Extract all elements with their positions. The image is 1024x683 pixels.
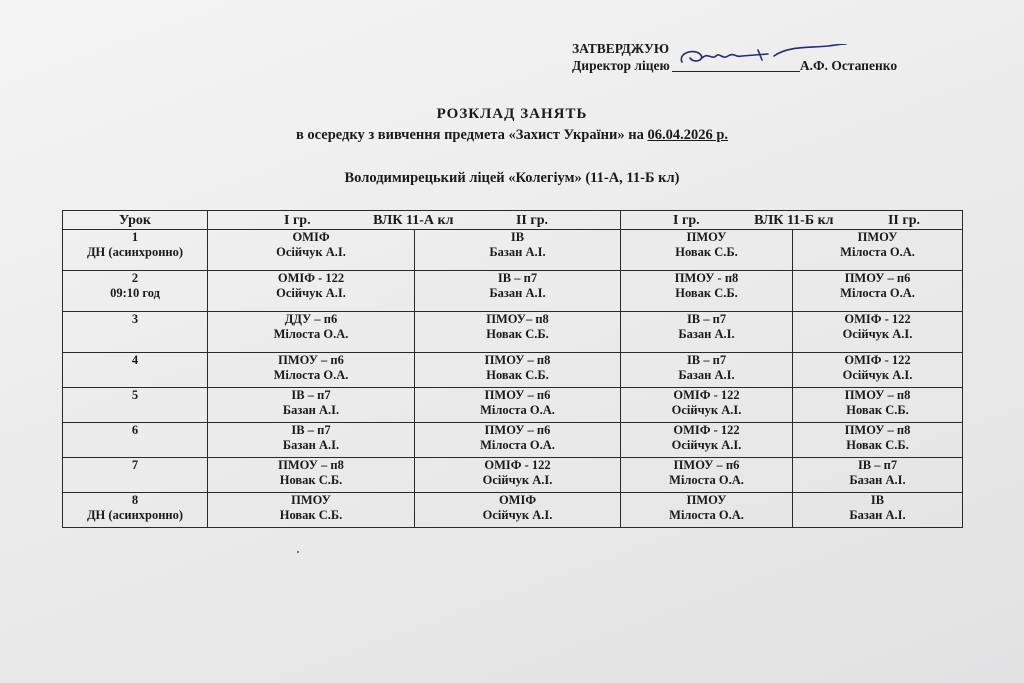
teacher: Базан А.І. bbox=[489, 286, 546, 300]
class-cell bbox=[793, 230, 963, 271]
teacher: Осійчук А.І. bbox=[671, 403, 742, 417]
subject: ІВ – п7 bbox=[291, 388, 331, 402]
class-cell bbox=[793, 271, 963, 312]
lesson-cell bbox=[63, 271, 208, 312]
teacher: Базан А.І. bbox=[849, 473, 906, 487]
teacher: Осійчук А.І. bbox=[842, 368, 913, 382]
lesson-number: 4 bbox=[131, 353, 139, 367]
subject: ПМОУ - п8 bbox=[674, 271, 739, 285]
teacher: Базан А.І. bbox=[678, 327, 735, 341]
teacher: Базан А.І. bbox=[489, 245, 546, 259]
lesson-cell bbox=[63, 388, 208, 423]
subject: ПМОУ – п6 bbox=[278, 353, 344, 367]
table-row bbox=[63, 230, 963, 271]
header-a-group1: І гр. bbox=[284, 212, 311, 228]
class-cell bbox=[208, 458, 415, 493]
class-cell bbox=[793, 353, 963, 388]
subject: ОМІФ - 122 bbox=[673, 423, 740, 437]
lesson-number: 6 bbox=[131, 423, 139, 437]
teacher: Новак С.Б. bbox=[675, 286, 738, 300]
class-cell bbox=[208, 388, 415, 423]
lesson-note: ДН (асинхронно) bbox=[86, 245, 184, 259]
class-cell bbox=[621, 423, 793, 458]
teacher: Осійчук А.І. bbox=[671, 438, 742, 452]
document-subtitle bbox=[0, 127, 1024, 144]
subject: ОМІФ - 122 bbox=[673, 388, 740, 402]
subject: ІВ – п7 bbox=[497, 271, 538, 285]
class-cell bbox=[793, 388, 963, 423]
class-cell bbox=[621, 458, 793, 493]
header-a-group2: ІІ гр. bbox=[515, 212, 549, 228]
lesson-number: 8 bbox=[131, 493, 139, 507]
header-a-class: ВЛК 11-А кл bbox=[373, 212, 454, 228]
subject: ПМОУ bbox=[857, 230, 898, 244]
teacher: Новак С.Б. bbox=[279, 473, 343, 487]
lesson-cell bbox=[63, 230, 208, 271]
lesson-cell bbox=[63, 458, 208, 493]
teacher: Мілоста О.А. bbox=[273, 327, 349, 341]
teacher: Мілоста О.А. bbox=[840, 286, 915, 300]
teacher: Новак С.Б. bbox=[486, 327, 549, 341]
class-cell bbox=[621, 493, 793, 528]
header-b-group2: ІІ гр. bbox=[887, 212, 921, 228]
teacher: Мілоста О.А. bbox=[480, 438, 555, 452]
table-row bbox=[63, 353, 963, 388]
class-cell bbox=[208, 271, 415, 312]
lesson-cell bbox=[63, 353, 208, 388]
class-cell bbox=[415, 493, 621, 528]
teacher: Базан А.І. bbox=[282, 403, 340, 417]
class-cell bbox=[621, 388, 793, 423]
subject: ОМІФ bbox=[498, 493, 537, 507]
class-cell bbox=[208, 353, 415, 388]
subject: ІВ – п7 bbox=[857, 458, 898, 472]
table-row bbox=[63, 423, 963, 458]
class-cell bbox=[621, 230, 793, 271]
teacher: Осійчук А.І. bbox=[276, 245, 346, 259]
approval-name: А.Ф. Остапенко bbox=[799, 58, 898, 73]
subject: ПМОУ – п8 bbox=[844, 423, 911, 437]
subject: ДДУ – п6 bbox=[284, 312, 338, 326]
table-header-row bbox=[63, 211, 963, 230]
teacher: Базан А.І. bbox=[282, 438, 340, 452]
teacher: Осійчук А.І. bbox=[482, 508, 553, 522]
lesson-number: 2 bbox=[131, 271, 139, 285]
class-cell bbox=[793, 493, 963, 528]
teacher: Новак С.Б. bbox=[279, 508, 343, 522]
approval-block bbox=[572, 40, 897, 74]
subject: ОМІФ - 122 bbox=[844, 312, 911, 326]
approval-position: Директор ліцею bbox=[572, 58, 670, 73]
schedule-table bbox=[62, 210, 963, 528]
subject: ІВ bbox=[870, 493, 885, 507]
lesson-cell bbox=[63, 423, 208, 458]
table-row bbox=[63, 312, 963, 353]
class-cell bbox=[793, 423, 963, 458]
class-cell bbox=[793, 458, 963, 493]
subject: ПМОУ – п6 bbox=[484, 388, 551, 402]
subject: ПМОУ – п8 bbox=[484, 353, 551, 367]
subject: ІВ – п7 bbox=[686, 312, 727, 326]
teacher: Осійчук А.І. bbox=[842, 327, 913, 341]
header-b-class: ВЛК 11-Б кл bbox=[754, 212, 834, 228]
subject: ОМІФ - 122 bbox=[844, 353, 911, 367]
paper-speck bbox=[297, 551, 299, 553]
class-cell bbox=[415, 271, 621, 312]
approval-heading: ЗАТВЕРДЖУЮ bbox=[572, 41, 670, 56]
class-cell bbox=[415, 312, 621, 353]
subtitle-date: 06.04.2026 р. bbox=[647, 127, 729, 143]
class-cell bbox=[621, 353, 793, 388]
class-cell bbox=[415, 388, 621, 423]
lesson-number: 7 bbox=[131, 458, 139, 472]
subject: ПМОУ bbox=[686, 230, 727, 244]
subject: ПМОУ – п8 bbox=[844, 388, 911, 402]
lesson-number: 3 bbox=[131, 312, 139, 326]
lesson-note: ДН (асинхронно) bbox=[86, 508, 184, 522]
subject: ПМОУ – п6 bbox=[673, 458, 740, 472]
subject: ПМОУ– п8 bbox=[486, 312, 549, 326]
teacher: Осійчук А.І. bbox=[482, 473, 553, 487]
table-row bbox=[63, 493, 963, 528]
subject: ПМОУ bbox=[291, 493, 331, 507]
subject: ОМІФ - 122 bbox=[484, 458, 551, 472]
subtitle-text: в осередку з вивчення предмета «Захист України» на bbox=[295, 127, 644, 143]
teacher: Осійчук А.І. bbox=[276, 286, 346, 300]
class-cell bbox=[793, 312, 963, 353]
header-b-group1: І гр. bbox=[673, 212, 700, 228]
approval-signature-line bbox=[572, 57, 897, 74]
subject: ІВ – п7 bbox=[291, 423, 331, 437]
subject: ІВ – п7 bbox=[686, 353, 727, 367]
class-cell bbox=[621, 271, 793, 312]
class-cell bbox=[415, 353, 621, 388]
lesson-cell bbox=[63, 312, 208, 353]
teacher: Новак С.Б. bbox=[486, 368, 549, 382]
teacher: Базан А.І. bbox=[678, 368, 735, 382]
teacher: Базан А.І. bbox=[849, 508, 906, 522]
subject: ПМОУ bbox=[686, 493, 727, 507]
teacher: Мілоста О.А. bbox=[273, 368, 349, 382]
class-cell bbox=[621, 312, 793, 353]
subject: ПМОУ – п6 bbox=[484, 423, 551, 437]
subject: ОМІФ bbox=[292, 230, 330, 244]
class-cell bbox=[415, 458, 621, 493]
lesson-note: 09:10 год bbox=[110, 286, 160, 300]
class-cell bbox=[415, 423, 621, 458]
lesson-number: 1 bbox=[131, 230, 139, 244]
teacher: Новак С.Б. bbox=[675, 245, 738, 259]
subject: ОМІФ - 122 bbox=[277, 271, 345, 285]
teacher: Мілоста О.А. bbox=[669, 473, 744, 487]
teacher: Мілоста О.А. bbox=[840, 245, 915, 259]
signature bbox=[672, 58, 800, 72]
teacher: Мілоста О.А. bbox=[480, 403, 555, 417]
class-cell bbox=[208, 230, 415, 271]
teacher: Новак С.Б. bbox=[846, 403, 909, 417]
lesson-cell bbox=[63, 493, 208, 528]
lesson-number: 5 bbox=[131, 388, 139, 402]
document-title: РОЗКЛАД ЗАНЯТЬ bbox=[436, 106, 588, 122]
signature-scribble bbox=[678, 44, 848, 70]
subject: ПМОУ – п6 bbox=[844, 271, 911, 285]
class-cell bbox=[208, 312, 415, 353]
table-row bbox=[63, 388, 963, 423]
header-class-b bbox=[621, 211, 963, 230]
teacher: Новак С.Б. bbox=[846, 438, 909, 452]
class-cell bbox=[208, 493, 415, 528]
table-row bbox=[63, 271, 963, 312]
class-cell bbox=[208, 423, 415, 458]
header-lesson: Урок bbox=[63, 211, 208, 230]
school-name: Володимирецький ліцей «Колегіум» (11-А, 11-Б кл) bbox=[344, 170, 680, 186]
subject: ІВ bbox=[510, 230, 525, 244]
table-row bbox=[63, 458, 963, 493]
teacher: Мілоста О.А. bbox=[669, 508, 744, 522]
subject: ПМОУ – п8 bbox=[278, 458, 344, 472]
header-class-a bbox=[208, 211, 621, 230]
class-cell bbox=[415, 230, 621, 271]
